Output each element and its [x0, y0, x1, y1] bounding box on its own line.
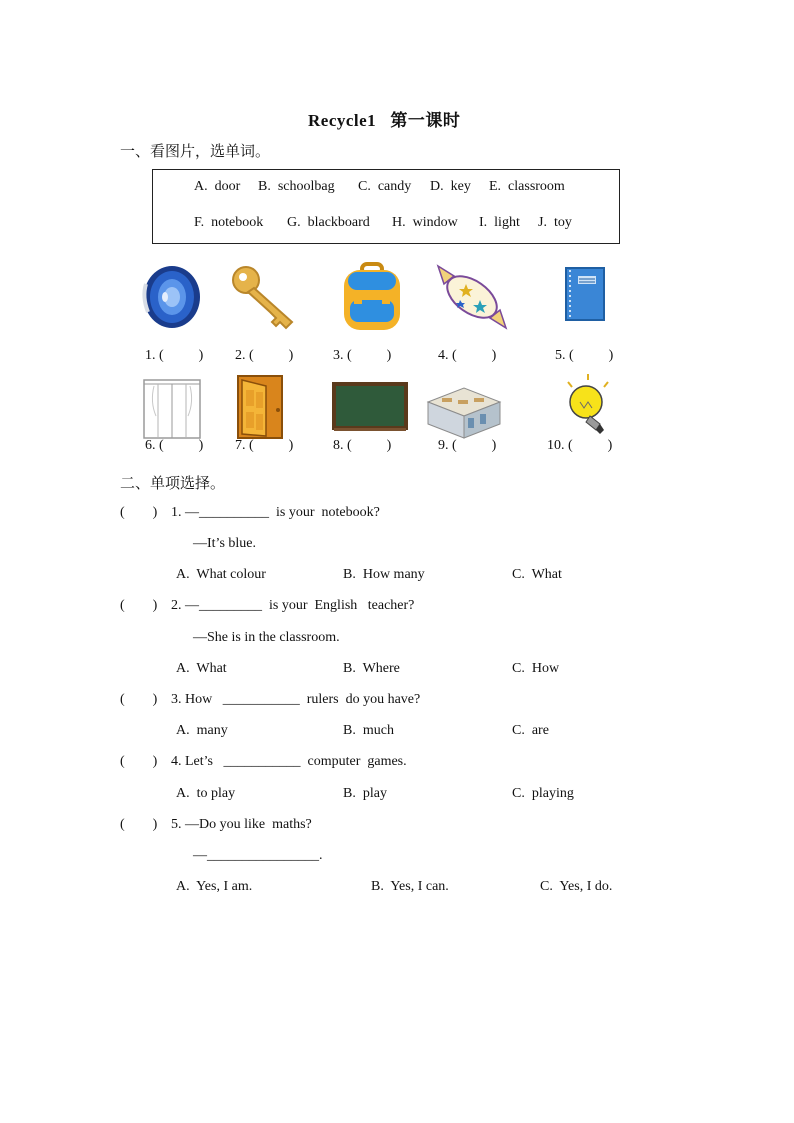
- key-icon: [226, 262, 306, 332]
- question-3-option-b: B. much: [343, 723, 394, 738]
- picture-label-6: 6. ( ): [145, 438, 204, 453]
- question-5-option-a: A. Yes, I am.: [176, 879, 253, 894]
- question-1-option-a: A. What colour: [176, 567, 266, 582]
- question-4-option-b: B. play: [343, 786, 387, 801]
- picture-label-1: 1. ( ): [145, 348, 204, 363]
- option-d: D. key: [430, 179, 471, 194]
- option-b: B. schoolbag: [258, 179, 335, 194]
- notebook-icon: [546, 262, 626, 332]
- question-2-option-c: C. How: [512, 661, 560, 676]
- answer-bracket-3: ( ): [120, 692, 158, 707]
- light-icon: [548, 372, 628, 442]
- answer-bracket-4: ( ): [120, 754, 158, 769]
- question-3-stem: 3. How ___________ rulers do you have?: [171, 692, 421, 707]
- question-1-option-b: B. How many: [343, 567, 425, 582]
- picture-label-10: 10. ( ): [547, 438, 613, 453]
- question-2-reply: —She is in the classroom.: [193, 630, 340, 645]
- option-f: F. notebook: [194, 215, 264, 230]
- question-2-option-b: B. Where: [343, 661, 400, 676]
- picture-label-5: 5. ( ): [555, 348, 614, 363]
- question-4-stem: 4. Let’s ___________ computer games.: [171, 754, 407, 769]
- door-icon: [226, 372, 306, 442]
- option-g: G. blackboard: [287, 215, 370, 230]
- option-a: A. door: [194, 179, 241, 194]
- section-2-heading: 二、单项选择。: [120, 476, 226, 492]
- question-1-reply: —It’s blue.: [193, 536, 256, 551]
- option-h: H. window: [392, 215, 458, 230]
- answer-bracket-1: ( ): [120, 505, 158, 520]
- option-c: C. candy: [358, 179, 412, 194]
- page-title: Recycle1 第一课时: [308, 111, 461, 130]
- answer-bracket-5: ( ): [120, 817, 158, 832]
- option-i: I. light: [479, 215, 520, 230]
- candy-icon: [432, 262, 512, 332]
- classroom-icon: [424, 372, 504, 442]
- question-3-option-c: C. are: [512, 723, 549, 738]
- question-1-option-c: C. What: [512, 567, 562, 582]
- question-3-option-a: A. many: [176, 723, 228, 738]
- option-e: E. classroom: [489, 179, 565, 194]
- picture-label-8: 8. ( ): [333, 438, 392, 453]
- question-2-stem: 2. —_________ is your English teacher?: [171, 598, 415, 613]
- picture-label-4: 4. ( ): [438, 348, 497, 363]
- blackboard-icon: [330, 372, 410, 442]
- question-5-option-c: C. Yes, I do.: [540, 879, 613, 894]
- question-4-option-a: A. to play: [176, 786, 236, 801]
- answer-bracket-2: ( ): [120, 598, 158, 613]
- question-2-option-a: A. What: [176, 661, 227, 676]
- window-icon: [132, 372, 212, 442]
- yoyo-icon: [132, 262, 212, 332]
- picture-label-2: 2. ( ): [235, 348, 294, 363]
- schoolbag-icon: [332, 262, 412, 332]
- picture-label-9: 9. ( ): [438, 438, 497, 453]
- question-5-stem: 5. —Do you like maths?: [171, 817, 312, 832]
- question-5-reply: —________________.: [193, 848, 323, 863]
- option-j: J. toy: [538, 215, 572, 230]
- picture-label-7: 7. ( ): [235, 438, 294, 453]
- question-5-option-b: B. Yes, I can.: [371, 879, 449, 894]
- section-1-heading: 一、看图片，选单词。: [120, 144, 271, 160]
- question-4-option-c: C. playing: [512, 786, 574, 801]
- question-1-stem: 1. —__________ is your notebook?: [171, 505, 380, 520]
- picture-label-3: 3. ( ): [333, 348, 392, 363]
